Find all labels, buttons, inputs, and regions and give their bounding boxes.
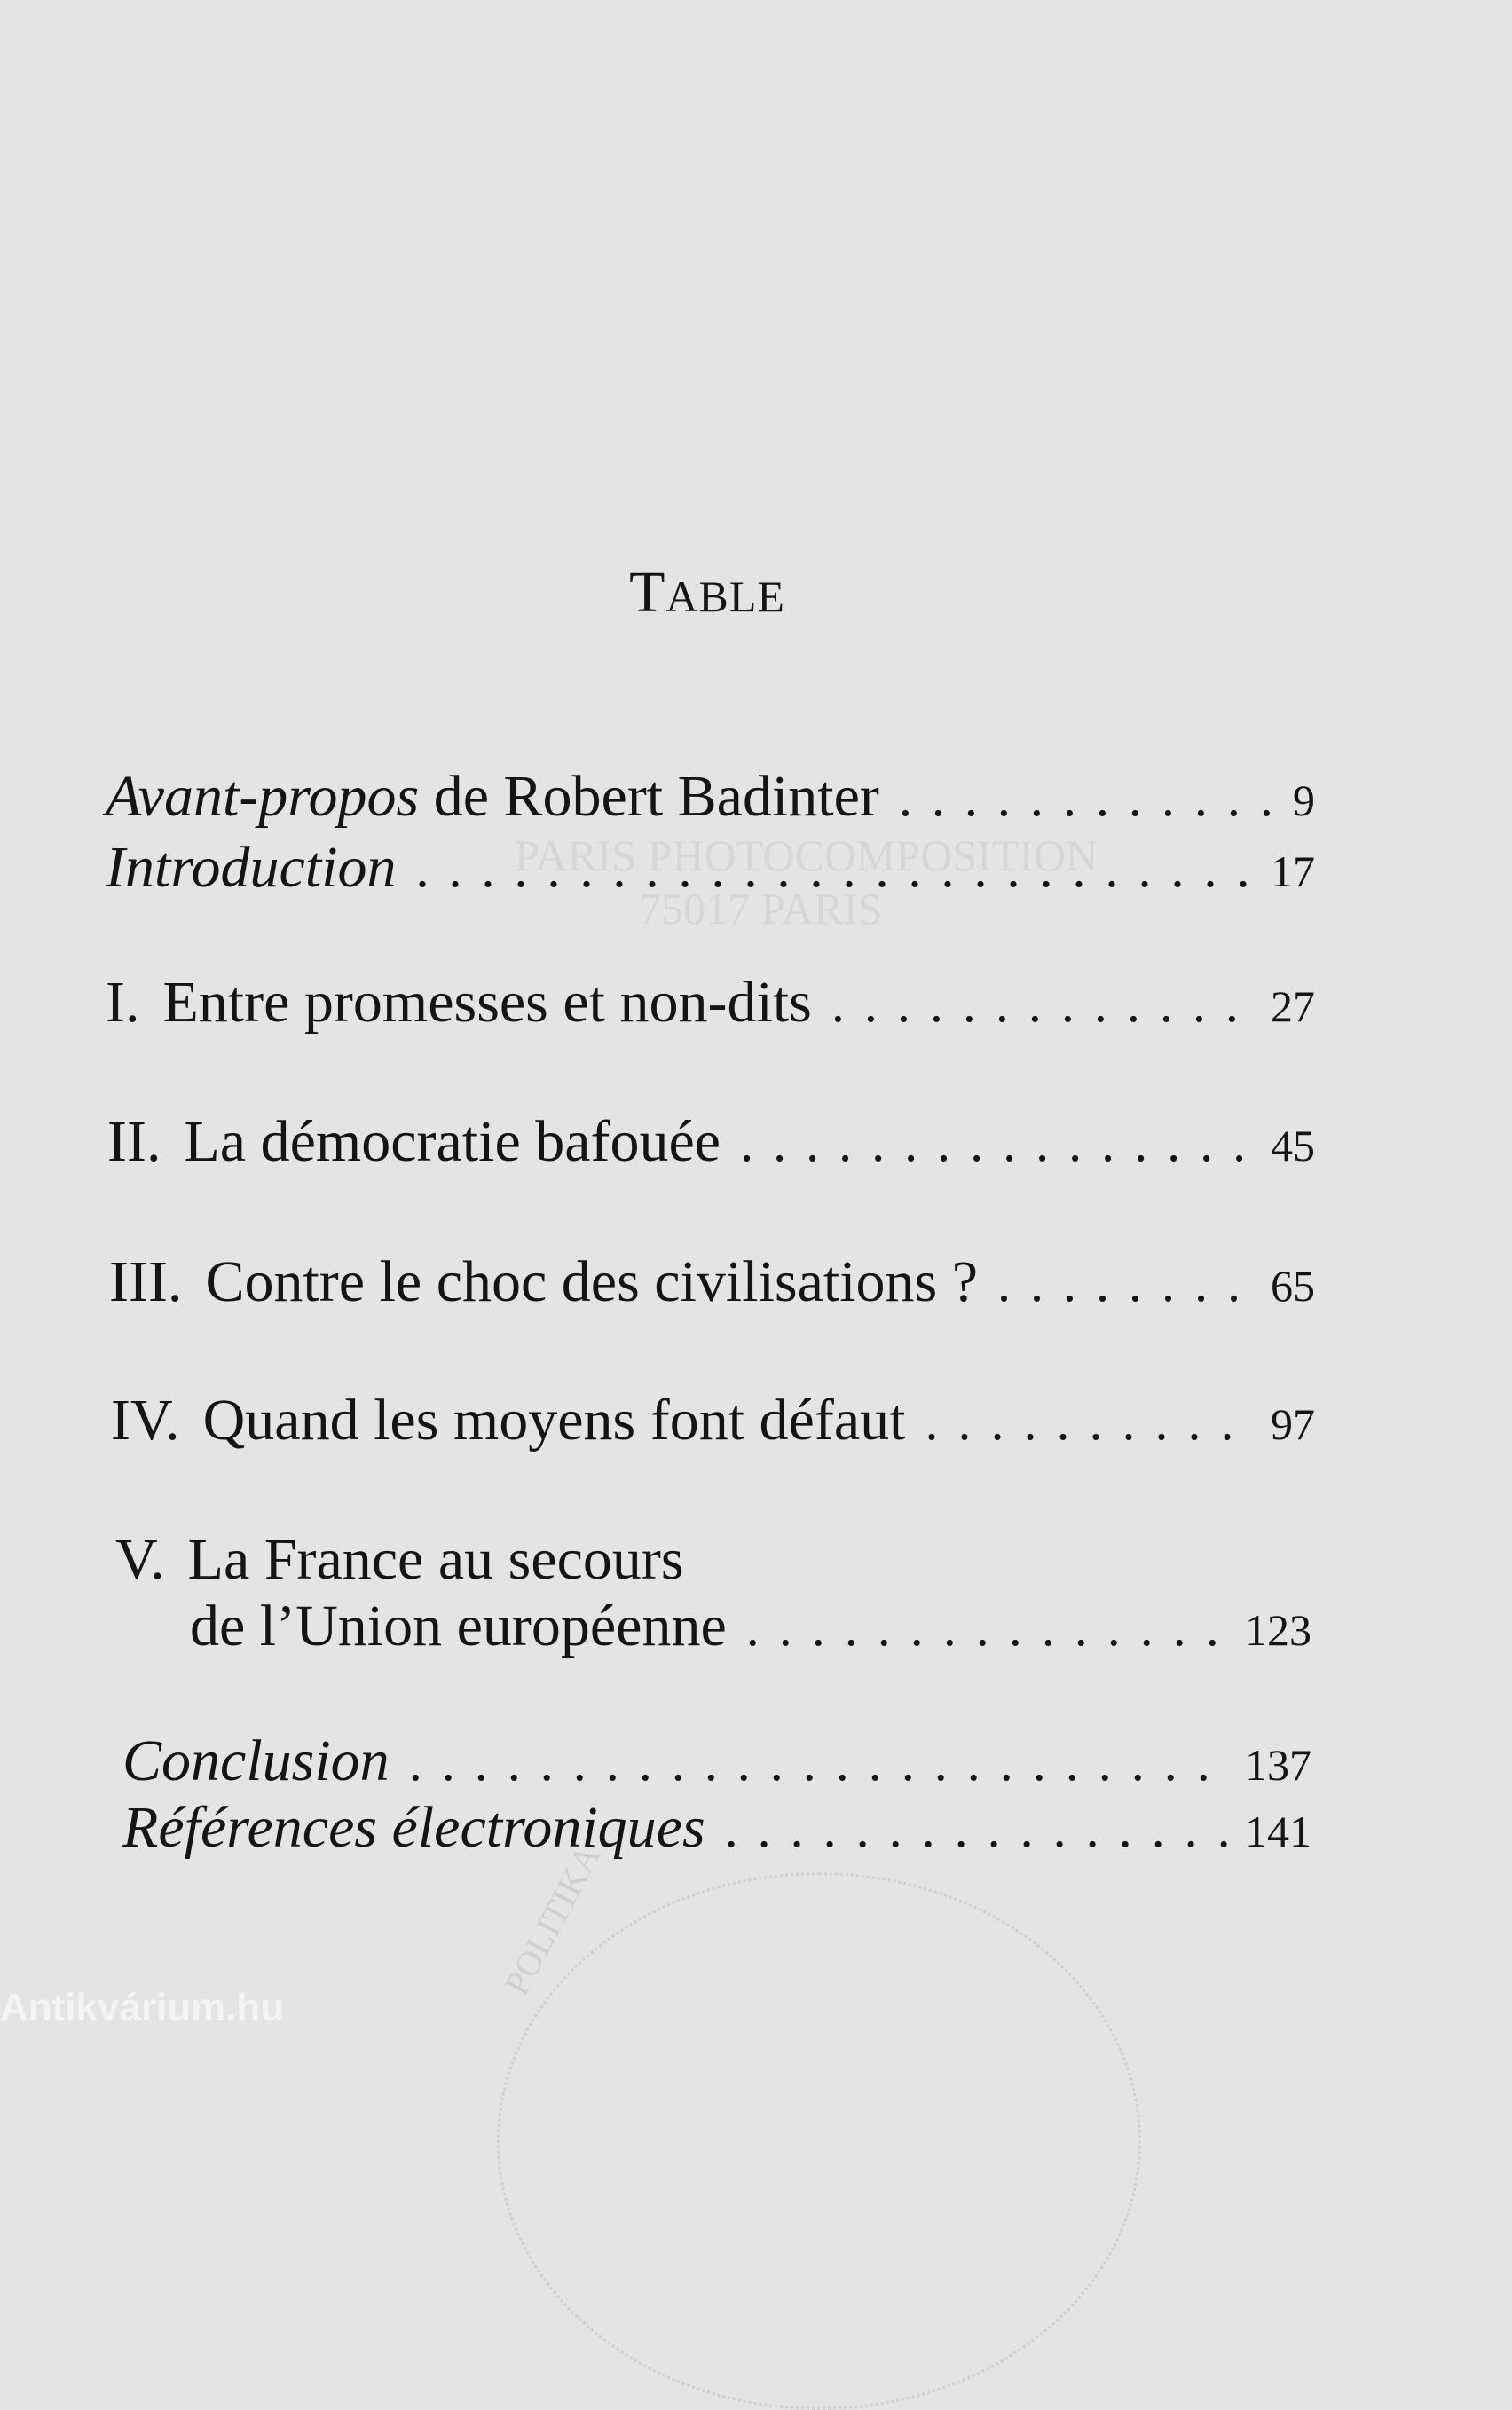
toc-entry-chapter-3[interactable]: III. Contre le choc des civilisations ? . . . 65 (109, 1248, 1315, 1316)
stamp-arc (497, 1872, 1141, 2410)
toc-entry-chapter-1[interactable]: I. Entre promesses et non-dits . . . 27 (106, 969, 1315, 1036)
toc-entry-chapter-2[interactable]: II. La démocratie bafouée . . . 45 (107, 1108, 1315, 1176)
dot-leader (925, 1391, 1255, 1453)
dot-leader (831, 973, 1255, 1035)
page-number: 27 (1271, 981, 1315, 1031)
page-number: 123 (1245, 1605, 1311, 1655)
watermark: Antikvárium.hu (0, 1986, 285, 2029)
toc-entry-conclusion[interactable]: Conclusion . . . 137 (122, 1728, 1311, 1795)
page-number: 45 (1271, 1121, 1315, 1170)
page-number: 65 (1271, 1261, 1315, 1311)
show-through-text: PARIS PHOTOCOMPOSITION (515, 831, 1099, 880)
dot-leader (725, 1799, 1229, 1860)
show-through-text-2: 75017 PARIS (639, 884, 883, 933)
dot-leader (899, 768, 1277, 829)
page-title: TABLE (629, 560, 785, 625)
page-number: 97 (1271, 1399, 1315, 1449)
toc-entry-chapter-5-line1[interactable]: V. La France au secours (115, 1527, 684, 1592)
page-number: 137 (1245, 1740, 1311, 1790)
dot-leader (416, 839, 1255, 900)
toc-entry-chapter-4[interactable]: IV. Quand les moyens font défaut . . . 97 (111, 1387, 1315, 1454)
dot-leader (740, 1113, 1255, 1174)
library-stamp: POLITIKA (496, 1838, 609, 2002)
toc-entry-chapter-5[interactable]: de l’Union européenne . . . 123 (190, 1593, 1311, 1660)
dot-leader (746, 1597, 1229, 1658)
dot-leader (409, 1732, 1229, 1793)
page-number: 141 (1245, 1807, 1311, 1856)
dot-leader (997, 1253, 1255, 1314)
toc-entry-introduction[interactable]: Introduction . . . 17 (106, 834, 1315, 902)
toc-entry-avant-propos[interactable]: Avant-propos de Robert Badinter . . . 9 (106, 763, 1315, 831)
page-number: 9 (1293, 776, 1315, 825)
toc-entry-references[interactable]: Références électroniques . . . 141 (122, 1794, 1311, 1862)
page-number: 17 (1271, 847, 1315, 896)
